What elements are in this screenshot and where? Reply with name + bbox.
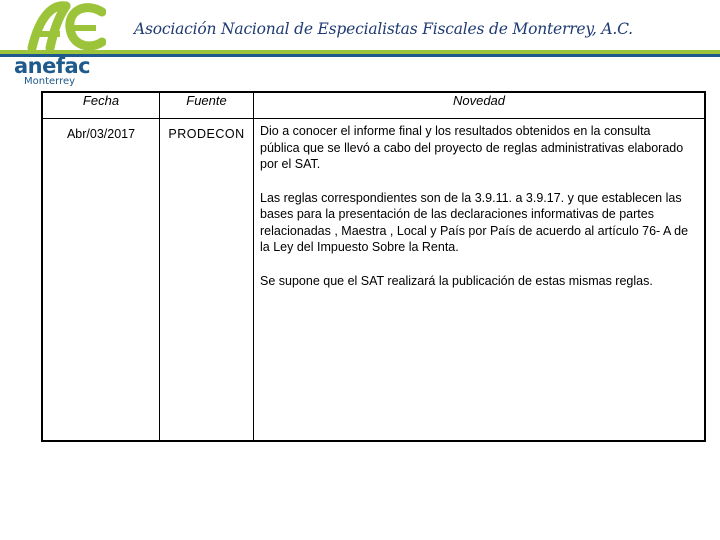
header-date: Fecha — [42, 92, 160, 119]
header-source: Fuente — [160, 92, 254, 119]
logo-city: Monterrey — [24, 76, 76, 87]
header-rule-blue — [0, 54, 720, 57]
row-date: Abr/03/2017 — [42, 119, 160, 442]
header-news: Novedad — [254, 92, 706, 119]
table-header-row — [42, 92, 705, 119]
table-row — [42, 119, 705, 442]
news-paragraph: Dio a conocer el informe final y los resultados obtenidos en la consulta pública que se llevó a cabo del proyecto de reglas administrativas elaborado por el SAT. — [260, 124, 684, 171]
row-news — [254, 119, 706, 442]
logo-wordmark: anefac — [14, 54, 91, 78]
news-paragraph: Las reglas correspondientes son de la 3.9.11. a 3.9.17. y que establecen las bases para la presentación de las declaraciones informativas de partes relacionadas , Maestra , Local y País por País de acuerdo al artículo 76- A de la Ley del Impuesto Sobre la Renta. — [260, 190, 689, 254]
news-table — [41, 91, 706, 442]
news-paragraph: Se supone que el SAT realizará la publicación de estas mismas reglas. — [260, 273, 653, 288]
row-source: PRODECON — [160, 119, 254, 442]
page-title: Asociación Nacional de Especialistas Fiscales de Monterrey, A.C. — [134, 20, 633, 38]
